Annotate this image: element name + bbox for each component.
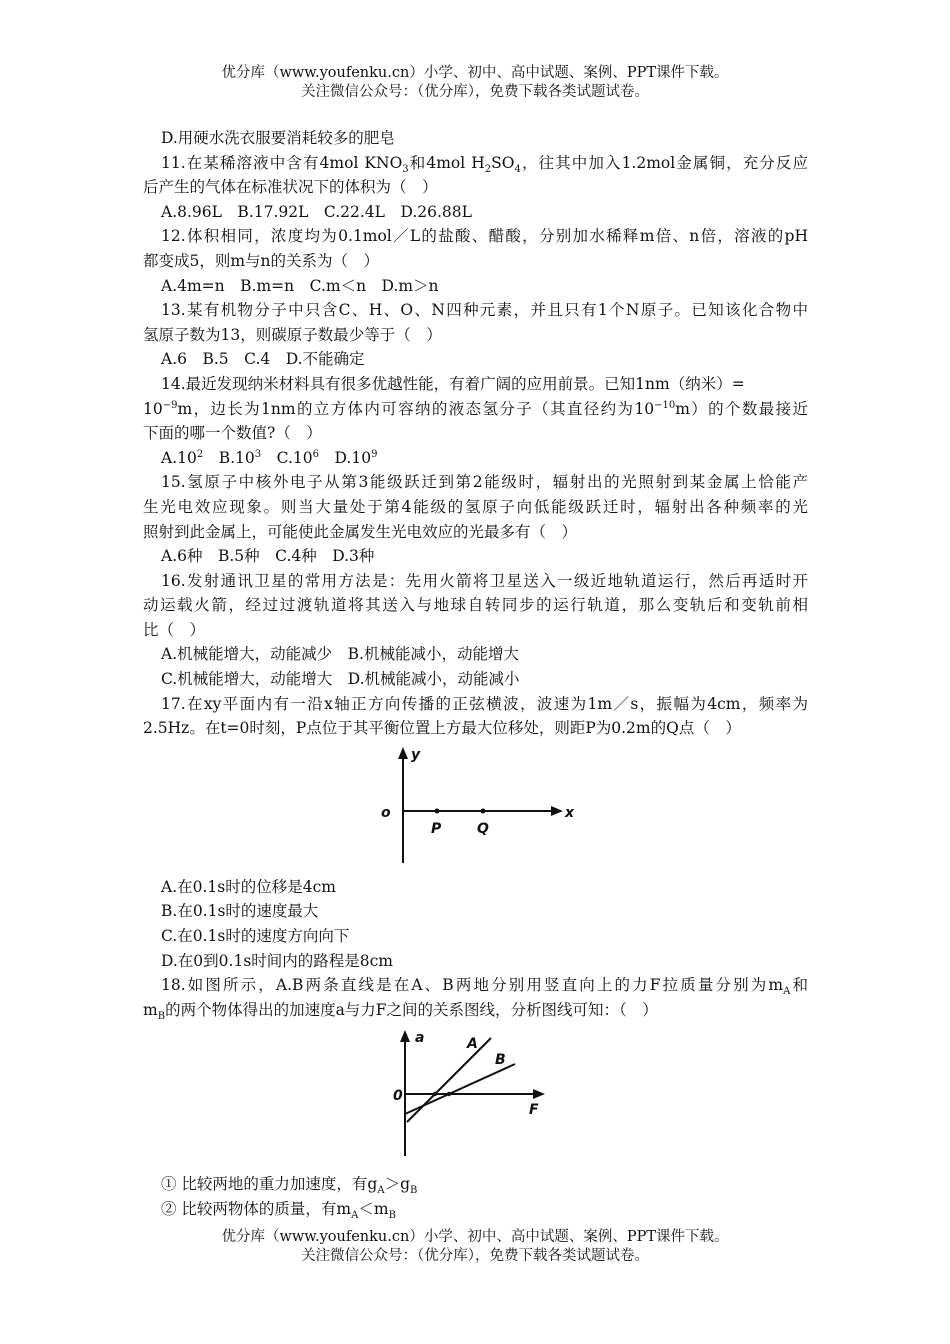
header-line-2: 关注微信公众号：（优分库），免费下载各类试题试卷。 [301, 84, 649, 100]
q17-option-a: A.在0.1s时的位移是4cm [161, 877, 336, 896]
q15-line-3: 照射到此金属上，可能使此金属发生光电效应的光最多有（ ） [143, 522, 578, 541]
point-p-dot [435, 808, 440, 813]
line-b-intercept-dot [447, 1092, 451, 1096]
y-axis-label: y [411, 746, 421, 763]
page-footer [0, 1228, 950, 1266]
q12-options: A.4m=n B.m=n C.m＜n D.m＞n [161, 276, 439, 295]
q11-options: A.8.96L B.17.92L C.22.4L D.26.88L [161, 202, 472, 221]
q15-line-1: 15.氢原子中核外电子从第3能级跃迁到第2能级时，辐射出的光照射到某金属上恰能产 [161, 473, 808, 492]
q18-statement-1: ① 比较两地的重力加速度，有$g_A>g_B$ [161, 1175, 418, 1197]
f-axis-label: F [529, 1102, 539, 1119]
header-line-1: 优分库（www.youfenku.cn）小学、初中、高中试题、案例、PPT课件下载。 [221, 65, 729, 81]
line-b [405, 1064, 515, 1114]
q14-line-3: 下面的哪一个数值?（ ） [143, 424, 322, 443]
point-q-dot [481, 808, 486, 813]
q11-line-1: 11.在某稀溶液中含有4mol $KNO_3$和4mol $H_2SO_4$，往其中加入1.2mol金属铜，充分反应 [161, 153, 808, 175]
q18-line-2: $m_B$的两个物体得出的加速度a与力F之间的关系图线，分析图线可知：（ ） [143, 1000, 658, 1022]
q16-options-cd: C.机械能增大，动能增大 D.机械能减小，动能减小 [161, 670, 520, 689]
q15-line-2: 生光电效应现象。则当大量处于第4能级的氢原子向低能级跃迁时，辐射出各种频率的光 [143, 497, 808, 516]
line-b-label: B [495, 1052, 506, 1069]
q17-option-c: C.在0.1s时的速度方向向下 [161, 927, 350, 946]
q17-option-b: B.在0.1s时的速度最大 [161, 902, 319, 921]
q18-line-1: 18.如图所示，A.B两条直线是在A、B两地分别用竖直向上的力F拉质量分别为$m_A$和 [161, 976, 808, 998]
footer-line-2: 关注微信公众号：（优分库），免费下载各类试题试卷。 [301, 1248, 649, 1264]
q16-line-1: 16.发射通讯卫星的常用方法是：先用火箭将卫星送入一级近地轨道运行，然后再适时开 [161, 571, 808, 590]
wave-figure [143, 745, 808, 873]
f-axis-arrow-icon [533, 1089, 545, 1099]
q18-statement-2: ② 比较两物体的质量，有$m_A<m_B$ [161, 1200, 396, 1222]
point-p-label: P [431, 820, 442, 837]
q13-line-2: 氢原子数为13，则碳原子数最少等于（ ） [143, 325, 442, 344]
q13-line-1: 13.某有机物分子中只含C、H、O、N四种元素，并且只有1个N原子。已知该化合物中 [161, 301, 808, 320]
a-axis-arrow-icon [400, 1030, 410, 1042]
q14-options: $A.10^2$ $B.10^3$ $C.10^6$ $D.10^9$ [161, 448, 378, 467]
origin-label: 0 [393, 1088, 403, 1105]
x-axis-arrow-icon [551, 806, 563, 816]
q14-line-1: 14.最近发现纳米材料具有很多优越性能，有着广阔的应用前景。已知1nm（纳米）= [161, 374, 745, 393]
q17-line-1: 17.在xy平面内有一沿x轴正方向传播的正弦横波，波速为1m／s，振幅为4cm，频率为 [161, 694, 808, 713]
q14-line-2: $10^{-9}m$，边长为1nm的立方体内可容纳的液态氢分子（其直径约为$10^{-10}m$）的个数最接近 [143, 399, 808, 418]
q17-option-d: D.在0到0.1s时间内的路程是8cm [161, 951, 394, 970]
footer-line-1: 优分库（www.youfenku.cn）小学、初中、高中试题、案例、PPT课件下载。 [221, 1229, 729, 1245]
q17-line-2: 2.5Hz。在t=0时刻，P点位于其平衡位置上方最大位移处，则距P为0.2m的Q点（ ） [143, 719, 741, 738]
y-axis-arrow-icon [398, 747, 408, 759]
force-acceleration-diagram [393, 1028, 573, 1168]
origin-label: o [381, 804, 391, 821]
point-q-label: Q [477, 820, 489, 837]
q10-option-d: D.用硬水洗衣服要消耗较多的肥皂 [161, 129, 395, 147]
page-header [0, 64, 950, 102]
q15-options: A.6种 B.5种 C.4种 D.3种 [161, 547, 375, 566]
q12-line-2: 都变成5，则m与n的关系为（ ） [143, 251, 380, 270]
force-acceleration-figure [143, 1028, 808, 1168]
q13-options: A.6 B.5 C.4 D.不能确定 [161, 350, 365, 369]
q12-line-1: 12.体积相同，浓度均为0.1mol／L的盐酸、醋酸，分别加水稀释m倍、n倍，溶液的pH [161, 227, 808, 246]
q16-line-3: 比（ ） [143, 620, 206, 639]
line-a-label: A [467, 1036, 478, 1053]
exam-content [143, 126, 808, 1222]
q16-line-2: 动运载火箭，经过过渡轨道将其送入与地球自转同步的运行轨道，那么变轨后和变轨前相 [143, 596, 808, 615]
q16-options-ab: A.机械能增大，动能减少 B.机械能减小，动能增大 [161, 645, 519, 664]
wave-axes-diagram [375, 745, 575, 873]
q11-line-2: 后产生的气体在标准状况下的体积为（ ） [143, 178, 438, 197]
a-axis-label: a [415, 1030, 425, 1047]
x-axis-label: x [565, 804, 575, 821]
line-a-intercept-dot [433, 1092, 437, 1096]
